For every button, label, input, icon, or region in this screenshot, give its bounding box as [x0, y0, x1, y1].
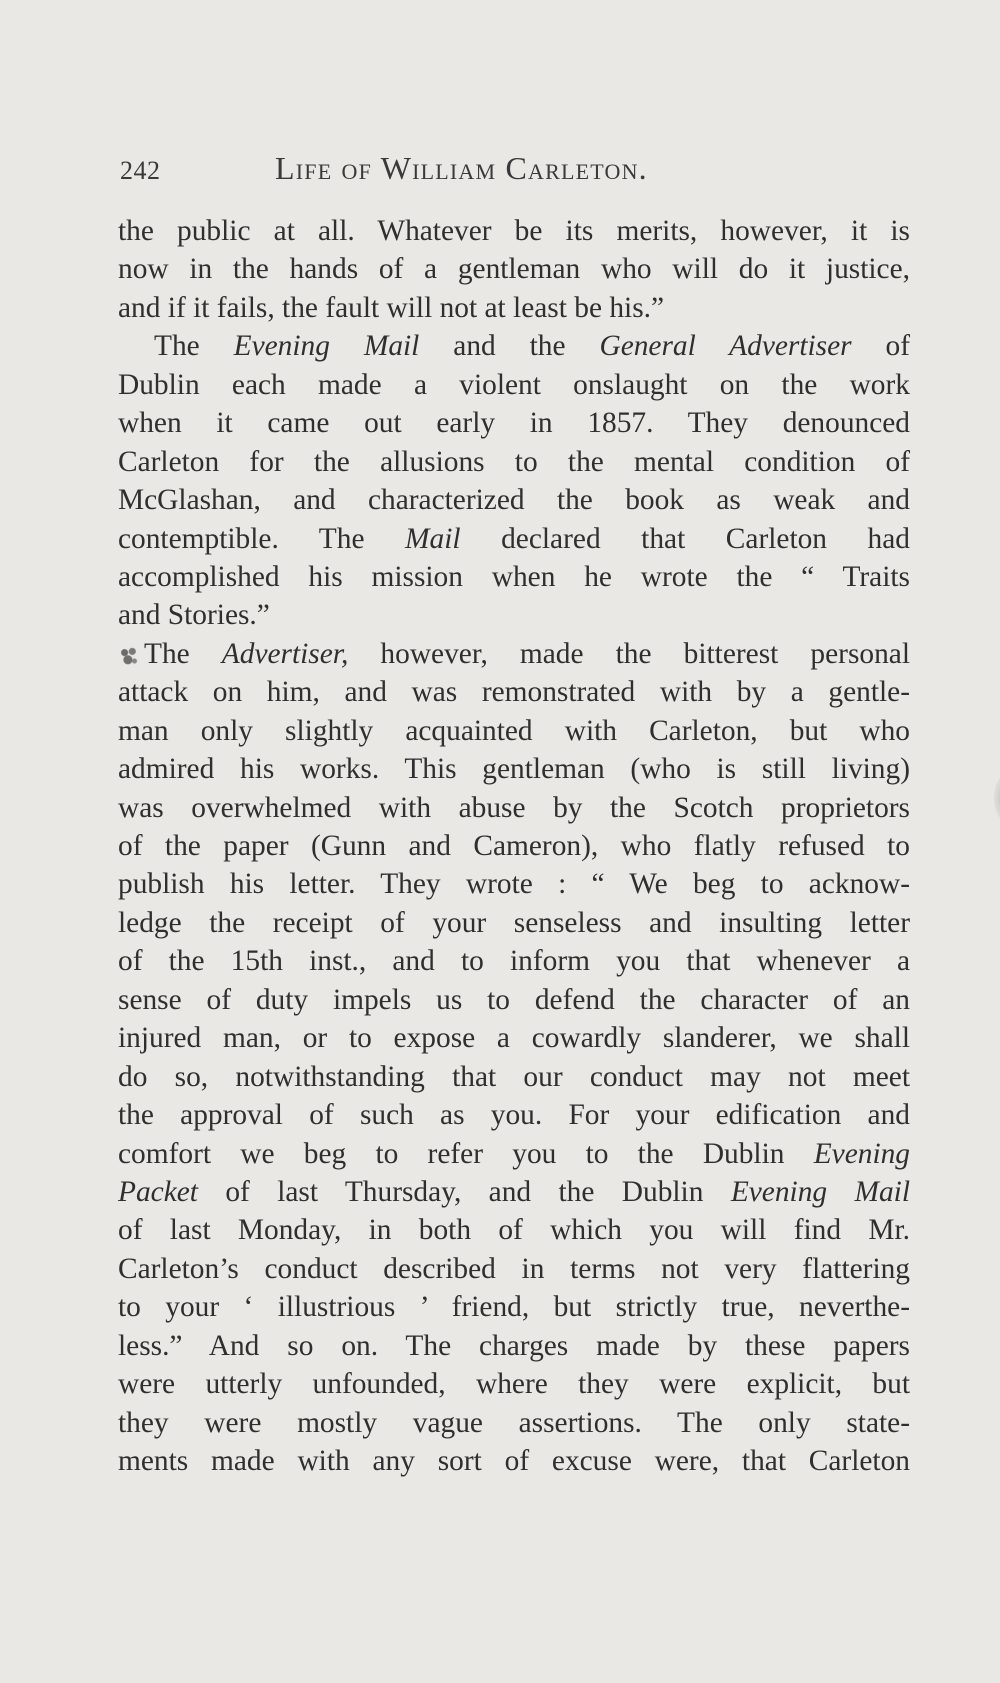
text-segment: publish his letter. They wrote : “ We beg to acknow-	[118, 868, 910, 901]
text-line	[118, 712, 910, 750]
page-smudge	[994, 775, 1000, 821]
text-line	[118, 1288, 910, 1326]
text-segment: comfort we beg to refer you to the Dublin	[118, 1137, 814, 1170]
running-title: Life of William Carleton.	[275, 150, 648, 186]
text-line	[118, 596, 910, 634]
text-line	[118, 366, 910, 404]
text-segment: sense of duty impels us to defend the character of an	[118, 983, 910, 1016]
text-segment: declared that Carleton had	[460, 522, 910, 555]
text-line	[118, 1173, 910, 1211]
text-segment: contemptible. The	[118, 522, 406, 555]
text-segment: the approval of such as you. For your edification and	[118, 1099, 910, 1132]
italic-title: Evening Mail	[233, 330, 420, 363]
italic-title: Mail	[405, 522, 461, 555]
text-segment: to your ‘ illustrious ’ friend, but strictly true, neverthe-	[118, 1291, 910, 1324]
italic-title: Evening	[813, 1137, 910, 1170]
text-line	[118, 558, 910, 596]
text-line	[118, 1404, 910, 1442]
text-segment: were utterly unfounded, where they were explicit, but	[118, 1368, 910, 1401]
text-line	[118, 635, 910, 673]
text-segment: attack on him, and was remonstrated with by a gentle-	[118, 676, 910, 709]
running-head	[120, 150, 910, 190]
text-line	[118, 520, 910, 558]
text-segment: the public at all. Whatever be its merits, however, it is	[118, 215, 910, 247]
text-line	[118, 327, 910, 365]
text-segment: man only slightly acquainted with Carleton, but who	[118, 714, 910, 747]
text-segment: and if it fails, the fault will not at least be his.”	[118, 291, 665, 324]
text-line	[118, 1019, 910, 1057]
text-line	[118, 673, 910, 711]
italic-title: General Advertiser	[599, 330, 852, 363]
text-segment: do so, notwithstanding that our conduct may not meet	[118, 1060, 910, 1093]
ink-blot-mark	[118, 643, 140, 667]
text-line	[118, 250, 910, 288]
text-segment: and Stories.”	[118, 599, 270, 632]
text-line	[118, 1442, 910, 1480]
body-text	[118, 212, 910, 1480]
text-segment: injured man, or to expose a cowardly slanderer, we shall	[118, 1022, 910, 1055]
text-segment: of the paper (Gunn and Cameron), who flatly refused to	[118, 830, 910, 862]
text-segment: of the 15th inst., and to inform you that whenever a	[118, 945, 910, 978]
text-segment: Carleton’s conduct described in terms not very flattering	[118, 1252, 910, 1285]
page-number: 242	[120, 156, 161, 185]
text-segment: accomplished his mission when he wrote the “ Traits	[118, 560, 910, 593]
italic-title: Packet	[118, 1175, 198, 1208]
text-segment: of last Thursday, and the Dublin	[197, 1175, 731, 1208]
text-line	[118, 481, 910, 519]
text-line	[118, 289, 910, 327]
italic-title: Evening Mail	[730, 1175, 910, 1208]
text-segment: now in the hands of a gentleman who will do it justice,	[118, 253, 910, 286]
text-line	[118, 404, 910, 442]
text-line	[118, 1058, 910, 1096]
text-line	[118, 443, 910, 481]
text-segment: Dublin each made a violent onslaught on the work	[118, 368, 910, 401]
text-segment: of	[851, 330, 910, 363]
text-line	[118, 1211, 910, 1249]
text-line	[118, 942, 910, 980]
text-segment: of last Monday, in both of which you will find Mr.	[118, 1214, 910, 1247]
text-line	[118, 1365, 910, 1403]
text-line	[118, 750, 910, 788]
text-line	[118, 865, 910, 903]
text-segment: was overwhelmed with abuse by the Scotch proprietors	[118, 791, 910, 824]
italic-title: Advertiser,	[221, 637, 349, 670]
text-segment: however, made the bitterest personal	[348, 637, 910, 670]
text-segment: admired his works. This gentleman (who is still living)	[118, 753, 910, 786]
text-segment: less.” And so on. The charges made by these papers	[118, 1329, 910, 1362]
text-segment: and the	[419, 330, 600, 363]
text-segment: The	[154, 330, 234, 363]
text-line	[118, 827, 910, 865]
text-segment: they were mostly vague assertions. The only state-	[118, 1406, 910, 1439]
text-line	[118, 1250, 910, 1288]
text-line	[118, 1135, 910, 1173]
text-line	[118, 1096, 910, 1134]
text-line	[118, 212, 910, 250]
text-segment: The	[144, 637, 222, 670]
text-segment: Carleton for the allusions to the mental condition of	[118, 445, 910, 478]
text-line	[118, 789, 910, 827]
text-line	[118, 1327, 910, 1365]
text-segment: ledge the receipt of your senseless and insulting letter	[118, 906, 910, 939]
text-line	[118, 904, 910, 942]
text-segment: ments made with any sort of excuse were, that Carleton	[118, 1445, 910, 1477]
text-segment: McGlashan, and characterized the book as weak and	[118, 484, 910, 517]
text-segment: when it came out early in 1857. They denounced	[118, 407, 910, 440]
text-line	[118, 981, 910, 1019]
